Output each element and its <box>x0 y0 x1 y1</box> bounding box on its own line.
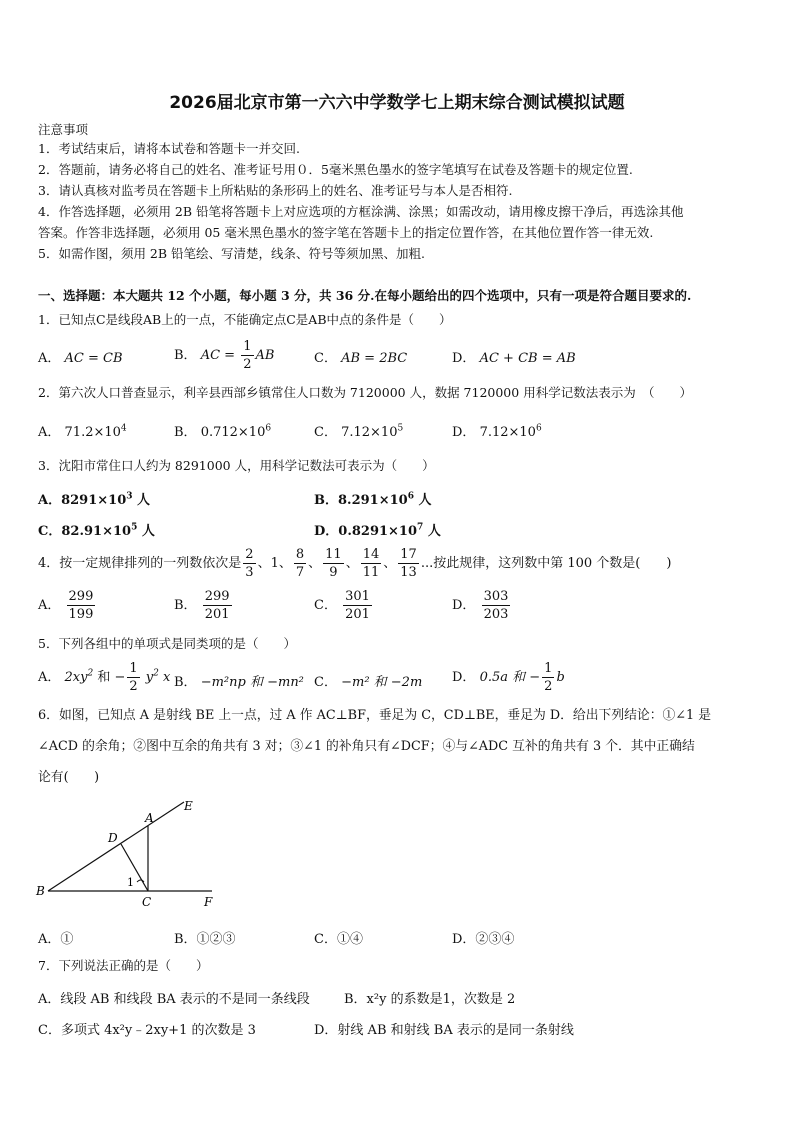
q4-option-c: C． $\frac{301}{201}$ <box>314 589 370 622</box>
ray-be <box>48 802 184 891</box>
q1-option-b: B． AC = $\frac{1}{2}$ AB <box>174 339 275 372</box>
notice-item-1: 1．考试结束后，请将本试卷和答题卡一并交回. <box>38 141 300 156</box>
q4-stem: 4．按一定规律排列的一列数依次是 $\frac{2}{3}$ 、1、 $\frac{8}{7}$ 、 $\frac{11}{9}$ 、 $\frac{14}{11}$ 、 $\frac{17}{13}$ ...按此规律，这列数中第 100 个数是( ) <box>38 547 672 580</box>
q3-option-d: D．$0.8291\times 10^7$ 人 <box>314 522 441 539</box>
label-e: E <box>184 799 193 813</box>
q3-option-b: B．$8.291\times 10^6$ 人 <box>314 491 432 508</box>
q7-option-c: C．多项式 4x²y﹣2xy+1 的次数是 3 <box>38 1023 256 1038</box>
q5-stem: 5．下列各组中的单项式是同类项的是（ ） <box>38 636 296 651</box>
q4-option-b: B． $\frac{299}{201}$ <box>174 589 230 622</box>
label-angle-1: 1 <box>127 876 134 889</box>
q3-option-a: A．$8291\times 10^3$ 人 <box>38 491 151 508</box>
q6-stem-line-2: ∠ACD 的余角；②图中互余的角共有 3 对；③∠1 的补角只有∠DCF；④与∠ADC 互补的角共有 3 个．其中正确结 <box>38 739 695 754</box>
q2-option-c: C． $7.12\times 10^5$ <box>314 423 404 440</box>
q5-option-a: A． $2xy^2$ 和 − $\frac{1}{2}$ $y^2$ x <box>38 661 171 694</box>
q5-option-c: C． −m² 和 −2m <box>314 675 423 690</box>
q6-stem-line-1: 6．如图，已知点 A 是射线 BE 上一点，过 A 作 AC⊥BF，垂足为 C，CD⊥BE，垂足为 D．给出下列结论：①∠1 是 <box>38 708 712 723</box>
q5-option-b: B． −m²np 和 −mn² <box>174 675 304 690</box>
q6-option-a: A．① <box>38 932 74 947</box>
label-d: D <box>108 831 118 845</box>
notice-item-4: 4．作答选择题，必须用 2B 铅笔将答题卡上对应选项的方框涂满、涂黑；如需改动，请用橡皮擦干净后，再选涂其他 <box>38 204 684 219</box>
q2-option-a: A． $71.2\times 10^4$ <box>38 423 127 440</box>
q5-option-d: D． 0.5a 和 − $\frac{1}{2}$ b <box>452 661 565 694</box>
q2-option-d: D． $7.12\times 10^6$ <box>452 423 542 440</box>
q2-option-b: B． $0.712\times 10^6$ <box>174 423 272 440</box>
notice-item-3: 3．请认真核对监考员在答题卡上所粘贴的条形码上的姓名、准考证号与本人是否相符. <box>38 183 513 198</box>
label-f: F <box>204 895 213 909</box>
q3-stem: 3．沈阳市常住口人约为 8291000 人，用科学记数法可表示为（ ） <box>38 458 435 473</box>
q7-option-b: B．x²y 的系数是1，次数是 2 <box>344 992 516 1007</box>
label-b: B <box>36 884 45 898</box>
notice-item-2: 2．答题前，请务必将自己的姓名、准考证号用０．5毫米黑色墨水的签字笔填写在试卷及答题卡的规定位置. <box>38 162 633 177</box>
notice-item-5: 5．如需作图，须用 2B 铅笔绘、写清楚，线条、符号等须加黑、加粗. <box>38 246 426 261</box>
q3-option-c: C．$82.91\times 10^5$ 人 <box>38 522 155 539</box>
q7-option-d: D．射线 AB 和射线 BA 表示的是同一条射线 <box>314 1023 574 1038</box>
segment-cd <box>121 844 148 891</box>
label-a: A <box>145 811 154 825</box>
exam-title: 2026届北京市第一六六中学数学七上期末综合测试模拟试题 <box>169 93 625 113</box>
q4-option-d: D． $\frac{303}{203}$ <box>452 589 509 622</box>
q6-option-d: D．②③④ <box>452 932 515 947</box>
q2-stem: 2．第六次人口普查显示，利辛县西部乡镇常住人口数为 7120000 人，数据 7120000 用科学记数法表示为 （ ） <box>38 385 692 400</box>
q7-option-a: A．线段 AB 和线段 BA 表示的不是同一条线段 <box>38 992 310 1007</box>
q6-option-b: B．①②③ <box>174 932 236 947</box>
q1-option-a: A． AC = CB <box>38 351 123 366</box>
label-c: C <box>142 895 152 909</box>
notice-heading: 注意事项 <box>38 122 89 137</box>
q4-option-a: A． $\frac{299}{199}$ <box>38 589 94 622</box>
q6-option-c: C．①④ <box>314 932 363 947</box>
notice-item-4-cont: 答案。作答非选择题，必须用 05 毫米黑色墨水的签字笔在答题卡上的指定位置作答，在其他位置作答一律无效. <box>38 225 654 240</box>
q7-stem: 7．下列说法正确的是（ ） <box>38 958 209 973</box>
q1-option-c: C． AB = 2BC <box>314 351 408 366</box>
q1-stem: 1．已知点C是线段AB上的一点，不能确定点C是AB中点的条件是（ ） <box>38 312 452 327</box>
q6-stem-line-3: 论有( ) <box>38 770 100 785</box>
section-heading: 一、选择题：本大题共 12 个小题，每小题 3 分，共 36 分.在每小题给出的四个选项中，只有一项是符合题目要求的. <box>38 288 692 303</box>
q1-option-d: D． AC + CB = AB <box>452 351 576 366</box>
geometry-figure <box>34 798 224 910</box>
